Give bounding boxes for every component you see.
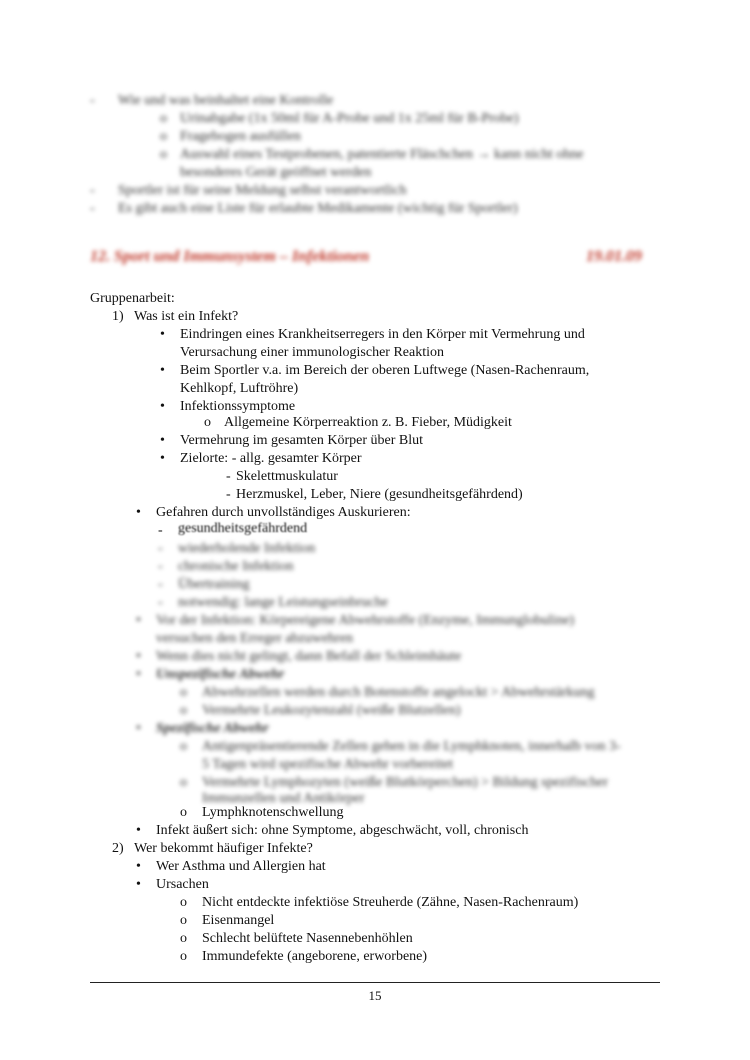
list-item: chronische Infektion — [178, 559, 294, 574]
list-item: notwendig: lange Leistungseinbruche — [178, 595, 388, 610]
circle-marker: o — [180, 805, 187, 820]
circle-marker: o — [180, 949, 187, 964]
question-number: 2) — [112, 841, 124, 856]
list-item: gesundheitsgefährdend — [178, 521, 308, 536]
list-item: Urinabgabe (1x 50ml für A-Probe und 1x 25ml für B-Probe) — [180, 111, 519, 126]
list-item: Wer Asthma und Allergien hat — [156, 859, 326, 874]
question-text: Was ist ein Infekt? — [134, 309, 239, 324]
list-item: Beim Sportler v.a. im Bereich der oberen Luftwege (Nasen-Rachenraum, — [180, 363, 590, 378]
list-item: Es gibt auch eine Liste für erlaubte Medikamente (wichtig für Sportler) — [118, 201, 518, 216]
circle-marker: o — [160, 129, 167, 144]
bullet-marker: • — [136, 505, 141, 520]
list-item: Auswahl eines Testprobenen, patentierte Fläschchen → kann nicht ohne — [180, 147, 584, 162]
list-item: wiederholende Infektion — [178, 541, 316, 556]
list-item: besonderes Gerät geöffnet werden — [180, 165, 372, 180]
bullet-marker: • — [136, 859, 141, 874]
list-item: Fragebogen ausfüllen — [180, 129, 301, 144]
dash-marker: - — [226, 469, 231, 484]
list-item: Abwehrzellen werden durch Botenstoffe angelockt > Abwehrstärkung — [202, 685, 595, 700]
question-number: 1) — [112, 309, 124, 324]
bullet-marker: • — [160, 399, 165, 414]
list-item: Antigenpräsentierende Zellen gehen in die Lymphknoten, innerhalb von 3- — [202, 739, 621, 754]
list-item: Übertraining — [178, 577, 250, 592]
bullet-marker: • — [160, 451, 165, 466]
dash-marker: - — [158, 577, 163, 592]
circle-marker: o — [180, 739, 187, 754]
list-item: Kehlkopf, Luftröhre) — [180, 381, 299, 396]
bullet-marker: • — [136, 613, 141, 628]
circle-marker: o — [204, 415, 211, 430]
dash-marker: - — [158, 559, 163, 574]
circle-marker: o — [180, 775, 187, 790]
circle-marker: o — [180, 895, 187, 910]
list-item: Immunzellen und Antikörper — [202, 791, 365, 806]
section-heading — [90, 248, 642, 270]
section-title: 12. Sport und Immunsystem – Infektionen — [90, 248, 370, 265]
dash-marker: - — [158, 595, 163, 610]
list-item: Vor der Infektion: Körpereigene Abwehrstoffe (Enzyme, Immunglobuline) — [156, 613, 575, 628]
dash-marker: - — [158, 523, 163, 538]
circle-marker: o — [180, 703, 187, 718]
list-item: Allgemeine Körperreaktion z. B. Fieber, Müdigkeit — [224, 415, 512, 430]
list-item: Eisenmangel — [202, 913, 275, 928]
question-text: Wer bekommt häufiger Infekte? — [134, 841, 313, 856]
list-item: 5 Tagen wird spezifische Abwehr vorbereitet — [202, 757, 454, 772]
circle-marker: o — [180, 931, 187, 946]
section-date: 19.01.09 — [586, 248, 642, 265]
dash-marker: - — [90, 201, 95, 216]
list-item: versuchen den Erreger abzuwehren — [156, 631, 354, 646]
bullet-marker: • — [160, 363, 165, 378]
list-item: Infektionssymptome — [180, 399, 296, 414]
list-item: Wenn dies nicht gelingt, dann Befall der Schleimhäute — [156, 649, 462, 664]
bullet-marker: • — [160, 327, 165, 342]
list-item: Sportler ist für seine Meldung selbst verantwortlich — [118, 183, 407, 198]
dash-marker: - — [226, 487, 231, 502]
bullet-marker: • — [136, 667, 141, 682]
list-item: Immundefekte (angeborene, erworbene) — [202, 949, 428, 964]
bullet-marker: • — [136, 823, 141, 838]
page-number: 15 — [368, 988, 382, 1003]
list-item: Eindringen eines Krankheitserregers in den Körper mit Vermehrung und — [180, 327, 585, 342]
list-item: Ursachen — [156, 877, 209, 892]
list-item: Lymphknotenschwellung — [202, 805, 344, 820]
list-item: Skelettmuskulatur — [236, 469, 338, 484]
list-item: Herzmuskel, Leber, Niere (gesundheitsgefährdend) — [236, 487, 523, 502]
bullet-marker: • — [160, 433, 165, 448]
dash-marker: - — [90, 183, 95, 198]
bullet-marker: • — [136, 721, 141, 736]
list-item: Unspezifische Abwehr — [156, 667, 285, 682]
list-item: Spezifische Abwehr — [156, 721, 269, 736]
list-item: Vermehrte Lymphozyten (weiße Blutkörperchen) > Bildung spezifischer — [202, 775, 608, 790]
intro-text: Gruppenarbeit: — [90, 291, 175, 306]
list-item: Vermehrte Leukozytenzahl (weiße Blutzellen) — [202, 703, 461, 718]
circle-marker: o — [180, 685, 187, 700]
circle-marker: o — [180, 913, 187, 928]
list-item: Schlecht belüftete Nasennebenhöhlen — [202, 931, 413, 946]
list-item: Infekt äußert sich: ohne Symptome, abgeschwächt, voll, chronisch — [156, 823, 529, 838]
circle-marker: o — [160, 147, 167, 162]
list-item: Vermehrung im gesamten Körper über Blut — [180, 433, 423, 448]
list-item: Gefahren durch unvollständiges Auskurieren: — [156, 505, 411, 520]
footer-divider — [90, 982, 660, 983]
bullet-marker: • — [136, 877, 141, 892]
dash-marker: - — [90, 93, 95, 108]
circle-marker: o — [160, 111, 167, 126]
list-item: Nicht entdeckte infektiöse Streuherde (Zähne, Nasen-Rachenraum) — [202, 895, 579, 910]
list-item: Wie und was beinhaltet eine Kontrolle — [118, 93, 334, 108]
dash-marker: - — [158, 541, 163, 556]
list-item: Verursachung einer immunologischer Reaktion — [180, 345, 444, 360]
list-item: Zielorte: - allg. gesamter Körper — [180, 451, 362, 466]
bullet-marker: • — [136, 649, 141, 664]
